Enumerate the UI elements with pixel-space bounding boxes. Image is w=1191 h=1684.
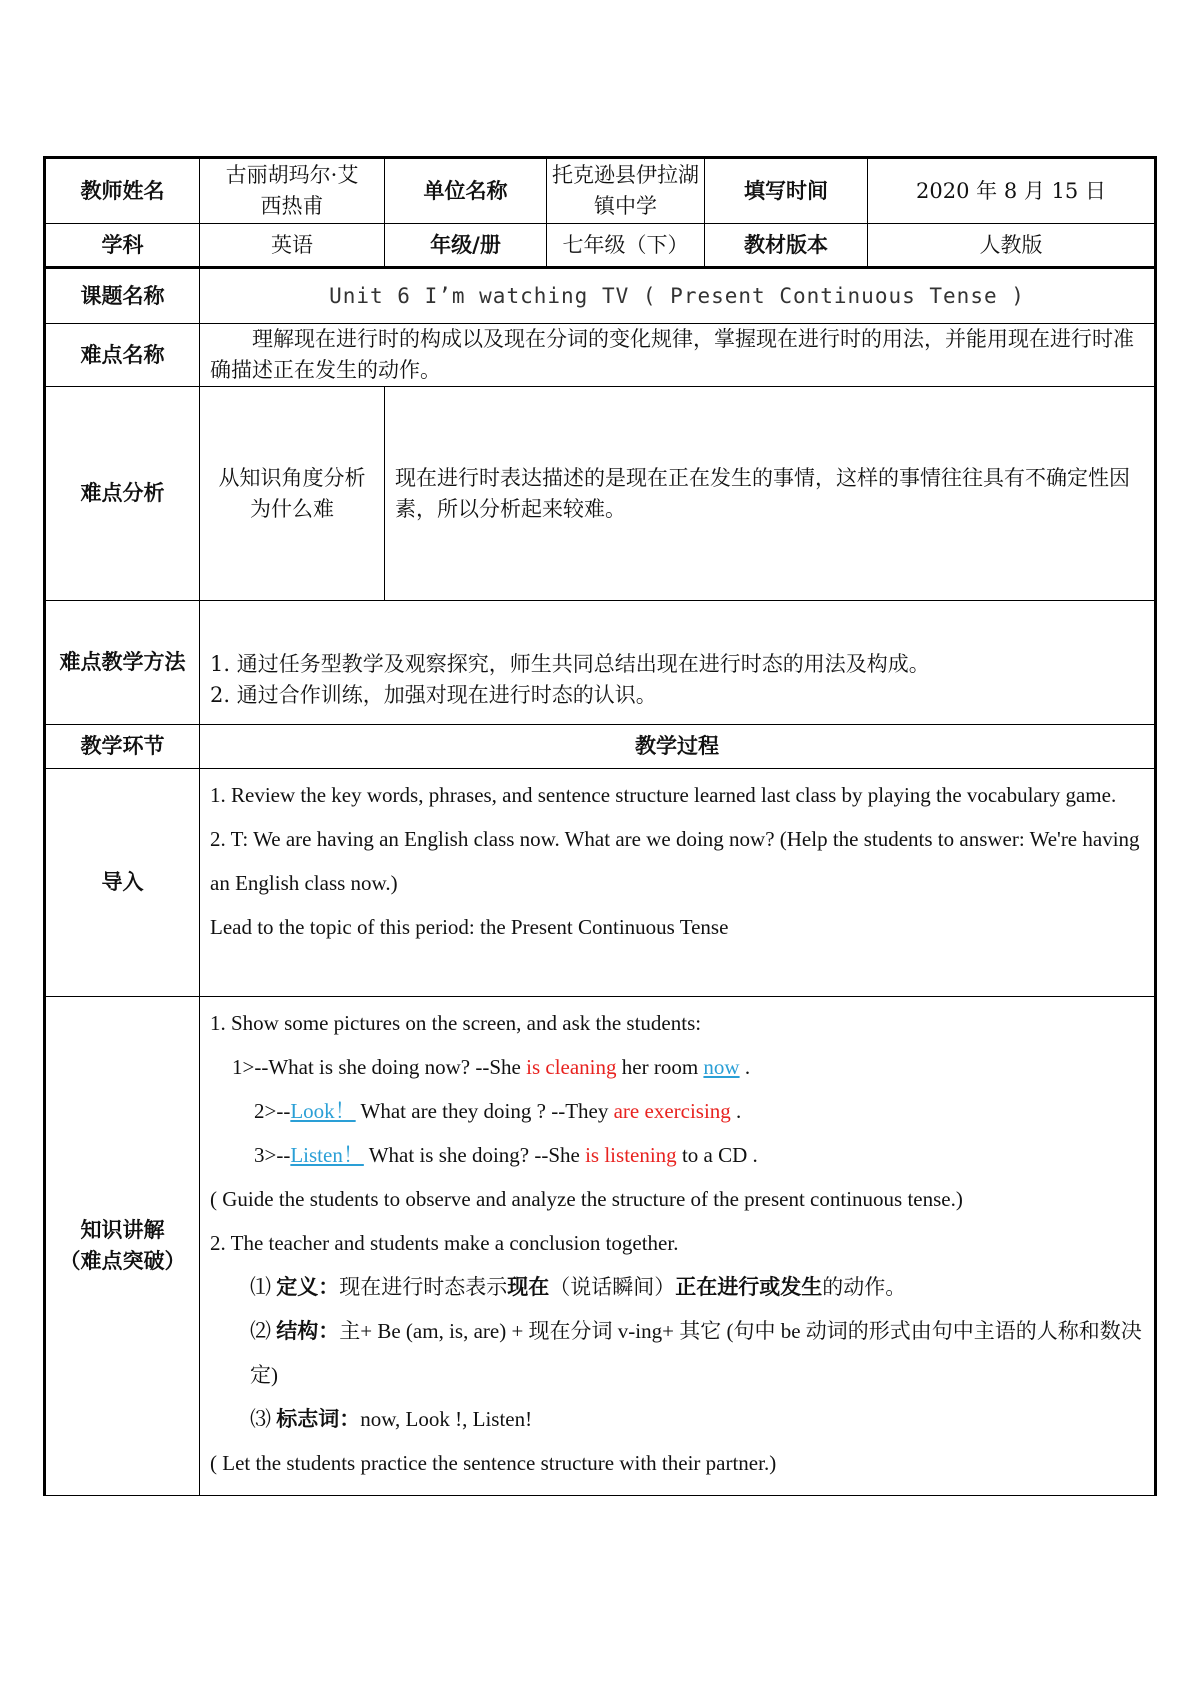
topic-label: 课题名称 — [45, 268, 200, 324]
grade-label: 年级/册 — [385, 224, 547, 268]
example-2-text-a: 2>-- — [254, 1099, 291, 1123]
analysis-label: 难点分析 — [45, 387, 200, 601]
intro-paragraph-1: 1. Review the key words, phrases, and sentence structure learned last class by playing the vocabulary game. — [210, 783, 1117, 807]
difficulty-label: 难点名称 — [45, 324, 200, 387]
teacher-name-label: 教师姓名 — [45, 158, 200, 224]
unit-name-line2: 镇中学 — [594, 194, 657, 218]
definition-heading: 定义： — [276, 1275, 340, 1299]
teacher-name-value — [200, 158, 385, 224]
definition-emphasis-2: 正在进行或发生 — [675, 1275, 823, 1299]
example-3-highlight: is listening — [585, 1143, 677, 1167]
example-3-text-c: to a CD . — [676, 1143, 758, 1167]
grade-value: 七年级（下） — [547, 224, 705, 268]
analysis-value: 现在进行时表达描述的是现在正在发生的事情，这样的事情往往具有不确定性因素，所以分析起来较难。 — [385, 387, 1156, 601]
signal-text: now, Look !, Listen! — [360, 1407, 533, 1431]
method-row — [45, 601, 1156, 725]
example-2-text-c: . — [730, 1099, 742, 1123]
signal-number: ⑶ — [250, 1407, 277, 1431]
edition-value: 人教版 — [868, 224, 1156, 268]
subject-label: 学科 — [45, 224, 200, 268]
example-2-signal-word: Look！ — [290, 1099, 356, 1123]
difficulty-row — [45, 324, 1156, 387]
definition-emphasis-1: 现在 — [507, 1275, 550, 1299]
knowledge-label-line1: 知识讲解 — [80, 1218, 165, 1242]
definition-text-a: 现在进行时态表示 — [339, 1275, 508, 1299]
knowledge-paragraph-1: 1. Show some pictures on the screen, and ask the students: — [210, 1011, 702, 1035]
structure-line — [210, 1309, 1142, 1397]
structure-number: ⑵ — [250, 1319, 277, 1343]
process-header-label: 教学过程 — [200, 725, 1156, 769]
knowledge-paragraph-2: 2. The teacher and students make a conclusion together. — [210, 1231, 679, 1255]
analysis-sub-label — [200, 387, 385, 601]
example-2-highlight: are exercising — [613, 1099, 731, 1123]
process-header-row — [45, 725, 1156, 769]
topic-row — [45, 268, 1156, 324]
example-3-text-b: What is she doing? --She — [363, 1143, 586, 1167]
edition-label: 教材版本 — [705, 224, 868, 268]
lesson-plan-table — [43, 156, 1157, 1496]
signal-words-line — [210, 1397, 1142, 1441]
method-value — [200, 601, 1156, 725]
knowledge-label — [45, 997, 200, 1496]
example-2 — [210, 1089, 1142, 1133]
signal-heading: 标志词： — [276, 1407, 361, 1431]
practice-note: ( Let the students practice the sentence structure with their partner.) — [210, 1451, 777, 1475]
intro-content — [200, 769, 1156, 997]
example-3-text-a: 3>-- — [254, 1143, 291, 1167]
intro-paragraph-2: 2. T: We are having an English class now. What are we doing now? (Help the students to answer: We're having an English class now.) — [210, 827, 1140, 895]
unit-name-label: 单位名称 — [385, 158, 547, 224]
teacher-name-line2: 西热甫 — [260, 194, 324, 218]
example-1-signal-word: now — [703, 1055, 740, 1079]
topic-value: Unit 6 I’m watching TV ( Present Continuous Tense ) — [200, 268, 1156, 324]
fill-date-value: 2020 年 8 月 15 日 — [868, 158, 1156, 224]
stage-header-label: 教学环节 — [45, 725, 200, 769]
definition-line — [210, 1265, 1142, 1309]
structure-text: 主+ Be (am, is, are) + 现在分词 v-ing+ 其它 (句中 be 动词的形式由句中主语的人称和数决定) — [250, 1319, 1142, 1387]
example-1 — [210, 1045, 1142, 1089]
example-2-text-b: What are they doing ? --They — [355, 1099, 614, 1123]
info-row-2 — [45, 224, 1156, 268]
intro-label: 导入 — [45, 769, 200, 997]
unit-name-value — [547, 158, 705, 224]
intro-paragraph-3: Lead to the topic of this period: the Present Continuous Tense — [210, 915, 729, 939]
structure-heading: 结构： — [276, 1319, 340, 1343]
info-row-1 — [45, 158, 1156, 224]
method-line-2: 2. 通过合作训练，加强对现在进行时态的认识。 — [210, 682, 657, 707]
teacher-name-line1: 古丽胡玛尔·艾 — [225, 163, 359, 187]
difficulty-value: 理解现在进行时的构成以及现在分词的变化规律，掌握现在进行时的用法，并能用现在进行时准确描述正在发生的动作。 — [200, 324, 1156, 387]
knowledge-row — [45, 997, 1156, 1496]
example-1-highlight: is cleaning — [526, 1055, 617, 1079]
example-1-text-b: her room — [616, 1055, 704, 1079]
definition-number: ⑴ — [250, 1275, 277, 1299]
knowledge-label-line2: （难点突破） — [59, 1249, 186, 1273]
method-line-1: 1. 通过任务型教学及观察探究，师生共同总结出现在进行时态的用法及构成。 — [210, 651, 930, 676]
knowledge-content — [200, 997, 1156, 1496]
definition-text-c: 的动作。 — [822, 1275, 907, 1299]
example-3-signal-word: Listen！ — [290, 1143, 364, 1167]
subject-value: 英语 — [200, 224, 385, 268]
example-3 — [210, 1133, 1142, 1177]
example-1-text-a: 1>--What is she doing now? --She — [232, 1055, 527, 1079]
fill-date-label: 填写时间 — [705, 158, 868, 224]
analysis-sub-label-line1: 从知识角度分析 — [218, 465, 366, 490]
analysis-sub-label-line2: 为什么难 — [250, 496, 334, 521]
definition-text-b: （说话瞬间） — [549, 1275, 676, 1299]
analysis-row — [45, 387, 1156, 601]
guide-note: ( Guide the students to observe and analyze the structure of the present continuous tense.) — [210, 1187, 963, 1211]
example-1-text-c: . — [739, 1055, 751, 1079]
intro-row — [45, 769, 1156, 997]
method-label: 难点教学方法 — [45, 601, 200, 725]
unit-name-line1: 托克逊县伊拉湖 — [552, 163, 699, 187]
